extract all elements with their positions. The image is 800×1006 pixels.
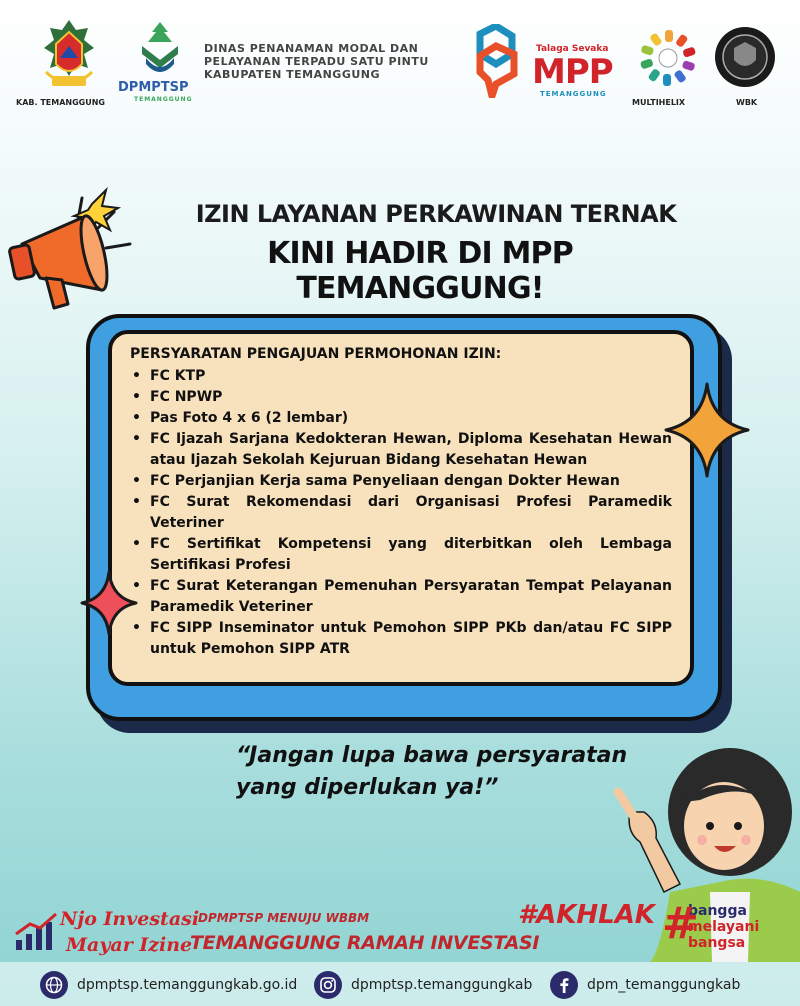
mpp-small: Talaga Sevaka bbox=[536, 44, 609, 54]
akhlak-badge bbox=[518, 900, 655, 930]
requirement-item: • FC Surat Rekomendasi dari Organisasi Profesi Paramedik Veteriner bbox=[130, 492, 672, 534]
headline-line-1: IZIN LAYANAN PERKAWINAN TERNAK bbox=[195, 200, 677, 228]
headline-line-2: KINI HADIR DI MPP TEMANGGUNG! bbox=[267, 236, 573, 306]
instagram-text: dpmptsp.temanggungkab bbox=[351, 977, 533, 993]
kab-label: KAB. TEMANGGUNG bbox=[16, 98, 105, 107]
header bbox=[0, 0, 800, 120]
quote-line-1: “Jangan lupa bawa persyaratan bbox=[236, 743, 628, 768]
globe-icon bbox=[40, 971, 68, 999]
requirements-list bbox=[130, 366, 672, 660]
mpp-sub: TEMANGGUNG bbox=[540, 90, 607, 98]
dinas-line-1: DINAS PENANAMAN MODAL DAN bbox=[204, 42, 419, 55]
social-instagram[interactable] bbox=[314, 970, 532, 1000]
requirement-item: • FC SIPP Inseminator untuk Pemohon SIPP PKb dan/atau FC SIPP untuk Pemohon SIPP ATR bbox=[130, 618, 672, 660]
social-facebook[interactable] bbox=[550, 970, 740, 1000]
wbk-seal-icon bbox=[714, 26, 776, 88]
quote-line-2: yang diperlukan ya!” bbox=[236, 775, 499, 800]
slogan-mayar-izine: Mayar Izine bbox=[66, 934, 193, 956]
dinas-line-3: KABUPATEN TEMANGGUNG bbox=[204, 68, 381, 81]
wbbm-tagline: DPMPTSP MENUJU WBBM bbox=[198, 911, 370, 925]
instagram-icon bbox=[314, 971, 342, 999]
requirement-item: • FC Perjanjian Kerja sama Penyeliaan dengan Dokter Hewan bbox=[130, 471, 672, 492]
requirements-card bbox=[108, 330, 694, 686]
facebook-text: dpm_temanggungkab bbox=[587, 977, 741, 993]
kab-temanggung-crest-icon bbox=[38, 18, 100, 96]
mpp-big: MPP bbox=[532, 52, 613, 92]
bangga-line-1: bangga bbox=[688, 903, 747, 919]
red-sparkle-icon bbox=[80, 570, 138, 636]
facebook-icon bbox=[550, 971, 578, 999]
requirement-item: • Pas Foto 4 x 6 (2 lembar) bbox=[130, 408, 672, 429]
dpmptsp-sub: TEMANGGUNG bbox=[134, 96, 193, 103]
social-website[interactable] bbox=[40, 970, 297, 1000]
growth-chart-icon bbox=[14, 912, 58, 952]
dinas-line-2: PELAYANAN TERPADU SATU PINTU bbox=[204, 55, 429, 68]
dpmptsp-label: DPMPTSP bbox=[118, 80, 189, 95]
mpp-logo-icon bbox=[466, 24, 530, 98]
hashtag-icon: # bbox=[662, 898, 699, 949]
orange-sparkle-icon bbox=[664, 382, 750, 478]
slogan-njo-investasi: Njo Investasi bbox=[60, 908, 200, 930]
wbk-label: WBK bbox=[736, 98, 758, 107]
akhlak-text: #AKHLAK bbox=[518, 900, 655, 930]
dinas-name bbox=[204, 42, 469, 81]
ramah-investasi-tagline: TEMANGGUNG RAMAH INVESTASI bbox=[190, 932, 540, 954]
requirement-item: • FC Ijazah Sarjana Kedokteran Hewan, Diploma Kesehatan Hewan atau Ijazah Sekolah Kejuruan Bidang Kesehatan Hewan bbox=[130, 429, 672, 471]
requirement-item: • FC Sertifikat Kompetensi yang diterbitkan oleh Lembaga Sertifikasi Profesi bbox=[130, 534, 672, 576]
requirement-item: • FC NPWP bbox=[130, 387, 672, 408]
bangga-line-3: bangsa bbox=[688, 935, 746, 951]
multihelix-label: MULTIHELIX bbox=[632, 98, 686, 107]
requirement-item: • FC KTP bbox=[130, 366, 672, 387]
megaphone-icon bbox=[6, 186, 156, 316]
requirement-item: • FC Surat Keterangan Pemenuhan Persyaratan Tempat Pelayanan Paramedik Veteriner bbox=[130, 576, 672, 618]
multihelix-logo-icon bbox=[638, 28, 698, 88]
bangga-line-2: melayani bbox=[688, 919, 760, 935]
website-text: dpmptsp.temanggungkab.go.id bbox=[77, 977, 298, 993]
requirements-title: PERSYARATAN PENGAJUAN PERMOHONAN IZIN: bbox=[130, 346, 502, 362]
dpmptsp-logo-icon bbox=[138, 20, 182, 78]
